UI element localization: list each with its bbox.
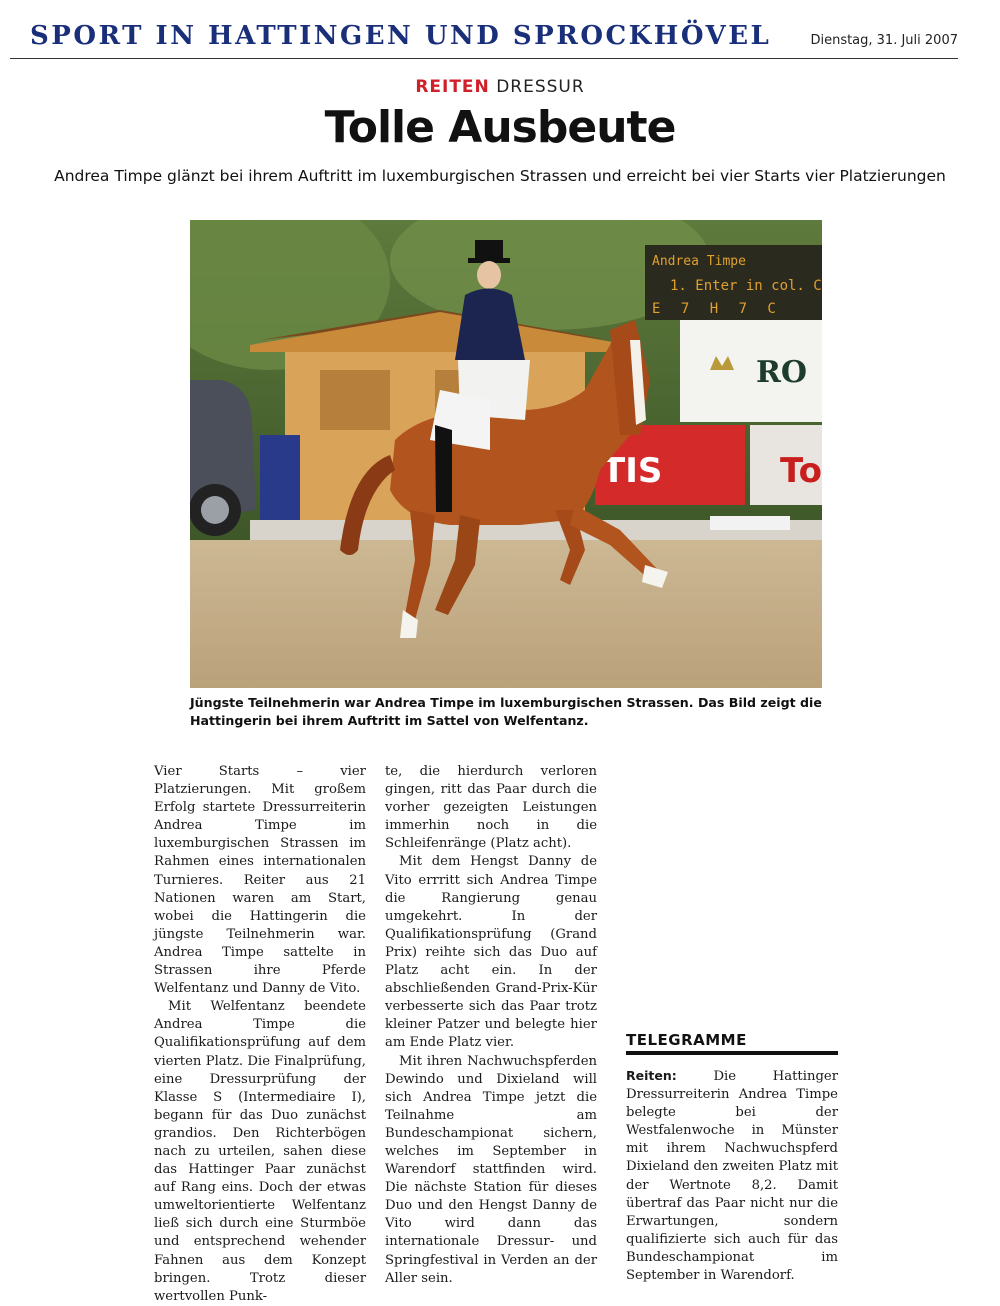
paragraph: Mit Welfentanz beendete Andrea Timpe die Qualifikationsprüfung auf dem vierten Platz. Die Finalprüfung, eine Dressurprüfung der Klasse S (Intermediaire I), begann für das Duo zunächst grandios. Den Richterbögen nach zu urteilen, sahen diese das Hattinger Paar zunächst auf Rang eins. Doch der etwas umweltorientierte Welfentanz ließ sich durch eine Sturmböe und entsprechend wehender Fahnen aus dem Konzept bringen. Trotz dieser wertvollen Punk- bbox=[154, 999, 366, 1304]
headline: Tolle Ausbeute bbox=[324, 102, 676, 153]
banner-left-text: TIS bbox=[602, 451, 663, 491]
article-photo bbox=[190, 220, 822, 688]
scoreboard-scores: E 7 H 7 C bbox=[652, 301, 782, 317]
masthead bbox=[10, 18, 958, 59]
issue-date: Dienstag, 31. Juli 2007 bbox=[810, 33, 958, 48]
paragraph: Mit ihren Nachwuchspferden Dewindo und Dixieland will sich Andrea Timpe jetzt die Teilnahme am Bundeschampionat sichern, welches im September in Warendorf stattfinden wird. Die nächste Station für dieses Duo und den Hengst Danny de Vito wird dann das internationale Dressur- und Springfestival in Verden an der Aller sein. bbox=[385, 1053, 597, 1286]
article-kicker bbox=[0, 77, 1000, 97]
telegramme-heading: TELEGRAMME bbox=[626, 1031, 838, 1055]
telegramme-box bbox=[626, 1031, 838, 1285]
photo-caption: Jüngste Teilnehmerin war Andrea Timpe im luxemburgischen Strassen. Das Bild zeigt die Hattingerin bei ihrem Auftritt im Sattel von Welfentanz. bbox=[190, 695, 822, 728]
banner-right-text: To bbox=[780, 451, 822, 491]
kicker-sport: REITEN bbox=[415, 77, 490, 97]
scoreboard-name: Andrea Timpe bbox=[652, 254, 746, 269]
sponsor-text: RO bbox=[756, 355, 808, 390]
telegramme-text-block bbox=[626, 1067, 838, 1285]
telegramme-text: Die Hattinger Dressurreiterin Andrea Timpe belegte bei der Westfalenwoche in Münster mit ihrem Nachwuchspferd Dixieland den zweiten Platz mit der Wertnote 8,2. Damit übertraf das Paar nicht nur die Erwartungen, sondern qualifizierte sich auch für das Bundeschampionat im September in Warendorf. bbox=[626, 1069, 838, 1284]
article-column-2 bbox=[385, 763, 597, 1288]
kicker-discipline: DRESSUR bbox=[496, 77, 585, 97]
paragraph: te, die hierdurch verloren gingen, ritt das Paar durch die vorher gezeigten Leistungen immerhin noch in die Schleifenränge (Platz acht). bbox=[385, 764, 597, 852]
paragraph: Vier Starts – vier Platzierungen. Mit großem Erfolg startete Dressurreiterin Andrea Timpe im luxemburgischen Strassen im Rahmen eines internationalen Turnieres. Reiter aus 21 Nationen waren am Start, wobei die Hattingerin die jüngste Teilnehmerin war. Andrea Timpe sattelte in Strassen ihre Pferde Welfentanz und Danny de Vito. bbox=[154, 764, 366, 997]
scoreboard-status: 1. Enter in col. C bbox=[670, 278, 822, 294]
subheadline: Andrea Timpe glänzt bei ihrem Auftritt im luxemburgischen Strassen und erreicht bei vier Starts vier Platzierungen bbox=[54, 167, 946, 185]
section-title: SPORT IN HATTINGEN UND SPROCKHÖVEL bbox=[30, 21, 772, 51]
dressage-photo-illustration bbox=[190, 220, 822, 688]
telegramme-label: Reiten: bbox=[626, 1068, 677, 1083]
paragraph: Mit dem Hengst Danny de Vito errritt sich Andrea Timpe die Rangierung genau umgekehrt. In der Qualifikationsprüfung (Grand Prix) reihte sich das Duo auf Platz acht ein. In der abschließenden Grand-Prix-Kür verbesserte sich das Paar trotz kleiner Patzer und belegte hier am Ende Platz vier. bbox=[385, 854, 597, 1051]
article-column-1 bbox=[154, 763, 366, 1306]
